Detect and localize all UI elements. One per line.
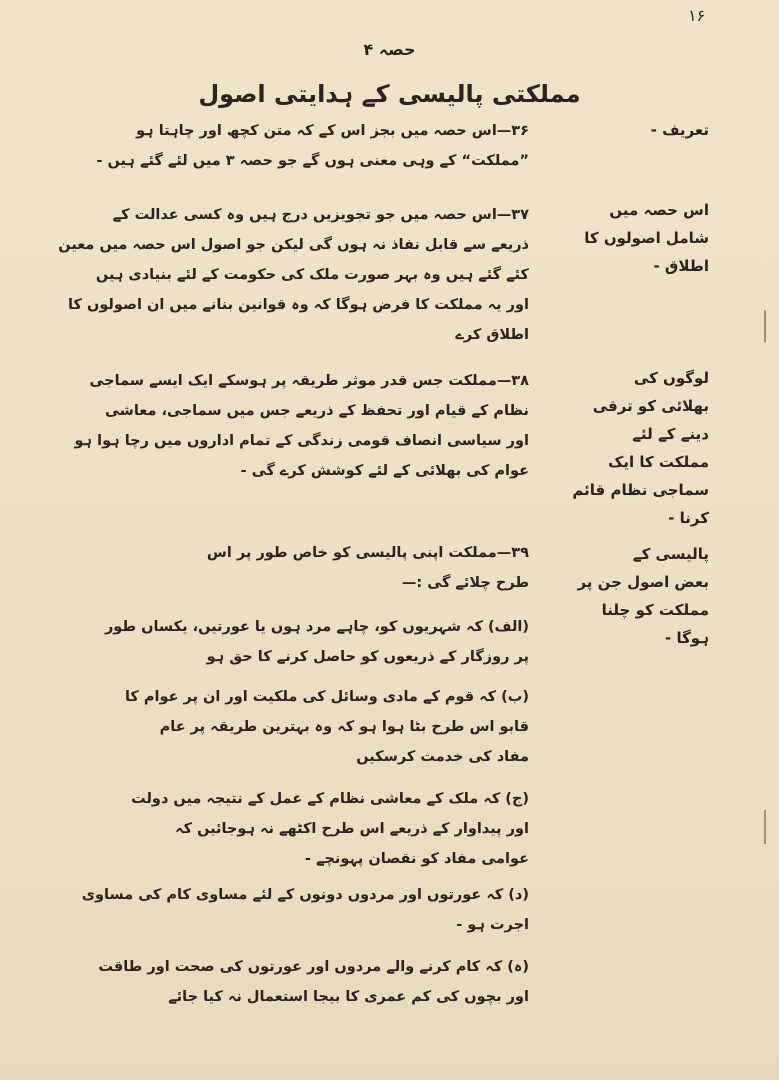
scan-edge-mark bbox=[764, 310, 766, 342]
text-line: ۳۷—اس حصہ میں جو تجویزیں درج ہیں وہ کسی عدالت کے bbox=[112, 207, 529, 223]
margin-line: شامل اصولوں کا bbox=[584, 229, 709, 247]
margin-line: کرنا - bbox=[668, 509, 709, 527]
clause-alif bbox=[39, 612, 529, 672]
text-line: عوام کی بھلائی کے لئے کوشش کرے گی - bbox=[240, 463, 529, 479]
margin-note-social-order bbox=[549, 364, 709, 532]
text-line: نظام کے قیام اور تحفظ کے ذریعے جس میں سماجی، معاشی bbox=[104, 403, 529, 419]
text-line: ۳۶—اس حصہ میں بجز اس کے کہ متن کچھ اور چاہتا ہو bbox=[136, 123, 529, 139]
margin-line: بھلائی کو ترقی bbox=[592, 397, 709, 415]
text-line: (الف) کہ شہریوں کو، چاہے مرد ہوں یا عورتیں، یکساں طور bbox=[104, 619, 529, 635]
text-line: ۳۸—مملکت جس قدر موثر طریقہ پر ہوسکے ایک ایسے سماجی bbox=[89, 373, 529, 389]
clause-dal bbox=[39, 880, 529, 940]
text-line: قابو اس طرح بٹا ہوا ہو کہ وہ بہترین طریقہ پر عام bbox=[159, 719, 529, 735]
text-line: اور پیداوار کے ذریعے اس طرح اکٹھے نہ ہوجائیں کہ bbox=[175, 821, 529, 837]
text-line: ”مملکت“ کے وہی معنی ہوں گے جو حصہ ۳ میں لئے گئے ہیں - bbox=[96, 153, 529, 169]
text-line: عوامی مفاد کو نقصان پہونچے - bbox=[304, 851, 529, 867]
text-line: (ہ) کہ کام کرنے والے مردوں اور عورتوں کی صحت اور طاقت bbox=[98, 959, 529, 975]
text-line: ۳۹—مملکت اپنی پالیسی کو خاص طور پر اس bbox=[206, 545, 529, 561]
margin-line: تعریف - bbox=[650, 121, 709, 139]
margin-line: مملکت کو چلنا bbox=[601, 601, 709, 619]
text-line: اطلاق کرے bbox=[455, 327, 529, 343]
article-37 bbox=[39, 200, 529, 350]
clause-be bbox=[39, 682, 529, 772]
text-line: مفاد کی خدمت کرسکیں bbox=[356, 749, 529, 765]
article-38 bbox=[39, 366, 529, 486]
text-line: پر روزگار کے ذریعوں کو حاصل کرنے کا حق ہو bbox=[206, 649, 529, 665]
part-heading: حصہ ۴ bbox=[363, 40, 416, 59]
text-line: اور بچوں کی کم عمری کا بیجا استعمال نہ کیا جائے bbox=[168, 989, 529, 1005]
margin-line: پالیسی کے bbox=[632, 545, 709, 563]
margin-line: ہوگا - bbox=[665, 629, 709, 647]
margin-note-application bbox=[549, 196, 709, 280]
margin-line: سماجی نظام قائم bbox=[572, 481, 709, 499]
margin-note-definition bbox=[549, 116, 709, 144]
margin-note-policy bbox=[549, 540, 709, 652]
margin-line: اطلاق - bbox=[653, 257, 709, 275]
article-36 bbox=[39, 116, 529, 176]
text-line: (د) کہ عورتوں اور مردوں دونوں کے لئے مساوی کام کی مساوی bbox=[81, 887, 529, 903]
margin-line: مملکت کا ایک bbox=[607, 453, 709, 471]
clause-he bbox=[39, 952, 529, 1012]
text-line: کئے گئے ہیں وہ بہر صورت ملک کی حکومت کے لئے بنیادی ہیں bbox=[95, 267, 529, 283]
page-number: ۱۶ bbox=[688, 6, 706, 25]
margin-line: دینے کے لئے bbox=[632, 425, 709, 443]
text-line: اجرت ہو - bbox=[456, 917, 529, 933]
text-line: اور یہ مملکت کا فرض ہوگا کہ وہ قوانین بنانے میں ان اصولوں کا bbox=[68, 297, 529, 313]
scan-edge-mark bbox=[764, 810, 766, 844]
margin-line: اس حصہ میں bbox=[609, 201, 709, 219]
text-line: ذریعے سے قابل نفاذ نہ ہوں گی لیکن جو اصول اس حصہ میں معین bbox=[58, 237, 529, 253]
article-39 bbox=[39, 538, 529, 598]
margin-line: بعض اصول جن پر bbox=[577, 573, 709, 591]
text-line: طرح چلائے گی :— bbox=[401, 575, 529, 591]
clause-jeem bbox=[39, 784, 529, 874]
margin-line: لوگوں کی bbox=[633, 369, 709, 387]
text-line: (ج) کہ ملک کے معاشی نظام کے عمل کے نتیجہ میں دولت bbox=[131, 791, 529, 807]
text-line: اور سیاسی انصاف قومی زندگی کے تمام اداروں میں رچا ہوا ہو bbox=[74, 433, 529, 449]
text-line: (ب) کہ قوم کے مادی وسائل کی ملکیت اور ان پر عوام کا bbox=[124, 689, 529, 705]
page-title: مملکتی پالیسی کے ہدایتی اصول bbox=[198, 80, 581, 108]
